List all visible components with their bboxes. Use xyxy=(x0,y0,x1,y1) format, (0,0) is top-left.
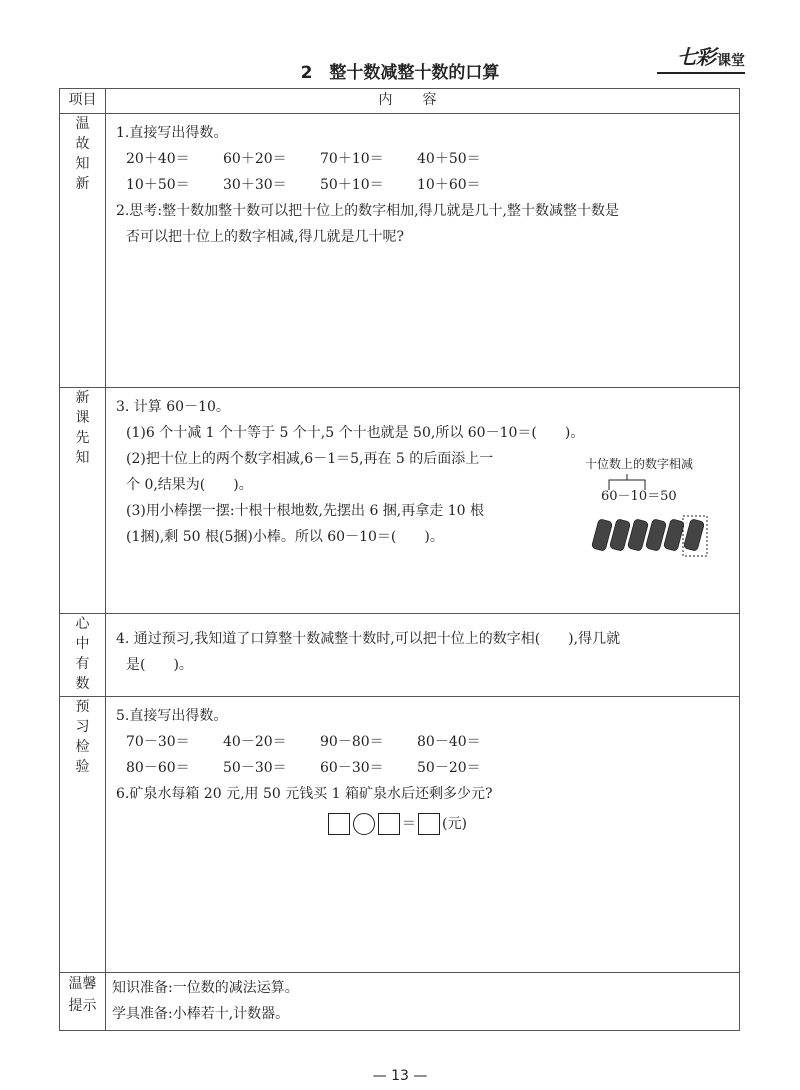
equation: 10＋60＝ xyxy=(417,177,481,193)
q3-line5: (1捆),剩 50 根(5捆)小棒。所以 60－10＝( )。 xyxy=(126,529,444,545)
equation: 60－30＝ xyxy=(320,760,384,776)
equation: 30＋30＝ xyxy=(223,177,287,193)
equation: 50＋10＝ xyxy=(320,177,384,193)
equation: 90－80＝ xyxy=(320,734,384,750)
operator-circle[interactable] xyxy=(353,813,375,835)
equation: 70－30＝ xyxy=(126,734,190,750)
section-mind xyxy=(106,614,740,697)
answer-box[interactable] xyxy=(418,813,440,835)
equation: 70＋10＝ xyxy=(320,151,384,167)
section-check xyxy=(106,697,740,973)
diagram-label: 十位数上的数字相减 xyxy=(585,457,694,471)
q1-title: 1.直接写出得数。 xyxy=(116,125,228,141)
q5-title: 5.直接写出得数。 xyxy=(116,708,228,724)
section-label-check: 预习检验 xyxy=(60,697,106,973)
section-tips xyxy=(106,973,740,1031)
equation: 10＋50＝ xyxy=(126,177,190,193)
tips-label-bottom: 提示 xyxy=(68,998,97,1014)
tens-diagram xyxy=(583,456,723,566)
header-item: 项目 xyxy=(60,89,106,114)
tips-line1: 知识准备:一位数的减法运算。 xyxy=(112,980,299,996)
answer-box[interactable] xyxy=(378,813,400,835)
diagram-equation: 60－10＝50 xyxy=(601,489,677,504)
page-title: 2 整十数减整十数的口算 xyxy=(300,63,500,83)
q1-row2 xyxy=(126,172,731,198)
equals-sign: ＝ xyxy=(402,816,416,832)
brand-script: 七彩 xyxy=(677,45,715,69)
equation: 80－60＝ xyxy=(126,760,190,776)
header-content: 内容 xyxy=(106,89,740,114)
equation: 20＋40＝ xyxy=(126,151,190,167)
tips-line2: 学具准备:小棒若十,计数器。 xyxy=(112,1006,290,1022)
unit-label: (元) xyxy=(442,816,467,832)
q2-line2: 否可以把十位上的数字相减,得几就是几十呢? xyxy=(126,229,404,245)
q3-line4: (3)用小棒摆一摆:十根十根地数,先摆出 6 捆,再拿走 10 根 xyxy=(126,503,484,519)
brand-logo xyxy=(657,44,745,74)
equation: 60＋20＝ xyxy=(223,151,287,167)
section-label-mind: 心中有数 xyxy=(60,614,106,697)
section-review xyxy=(106,114,740,388)
tips-label-top: 温馨 xyxy=(68,976,97,992)
q5-row1 xyxy=(126,729,731,755)
q4-line2: 是( )。 xyxy=(126,657,193,673)
section-label-new: 新课先知 xyxy=(60,388,106,614)
equation: 80－40＝ xyxy=(417,734,481,750)
section-label-review: 温故知新 xyxy=(60,114,106,388)
section-label-tips xyxy=(60,973,106,1031)
equation: 50－20＝ xyxy=(417,760,481,776)
q6-title: 6.矿泉水每箱 20 元,用 50 元钱买 1 箱矿泉水后还剩多少元? xyxy=(116,786,493,802)
answer-box[interactable] xyxy=(328,813,350,835)
equation: 40－20＝ xyxy=(223,734,287,750)
q2-line1: 2.思考:整十数加整十数可以把十位上的数字相加,得几就是几十,整十数减整十数是 xyxy=(116,203,619,219)
q5-row2 xyxy=(126,755,731,781)
q3-line2: (2)把十位上的两个数字相减,6－1＝5,再在 5 的后面添上一 xyxy=(126,451,494,467)
q6-answer-boxes xyxy=(328,811,731,837)
equation: 50－30＝ xyxy=(223,760,287,776)
q3-line3: 个 0,结果为( )。 xyxy=(126,477,253,493)
stick-bundles-icon xyxy=(591,519,704,552)
q4-line1: 4. 通过预习,我知道了口算整十数减整十数时,可以把十位上的数字相( ),得几就 xyxy=(116,631,621,647)
brand-text: 课堂 xyxy=(717,53,745,69)
equation: 40＋50＝ xyxy=(417,151,481,167)
section-new xyxy=(106,388,740,614)
worksheet-table xyxy=(59,88,740,1031)
page-number: — 13 — xyxy=(372,1068,428,1084)
q3-title: 3. 计算 60－10。 xyxy=(116,399,230,415)
q3-line1: (1)6 个十减 1 个十等于 5 个十,5 个十也就是 50,所以 60－10＝( )。 xyxy=(126,425,585,441)
q1-row1 xyxy=(126,146,731,172)
